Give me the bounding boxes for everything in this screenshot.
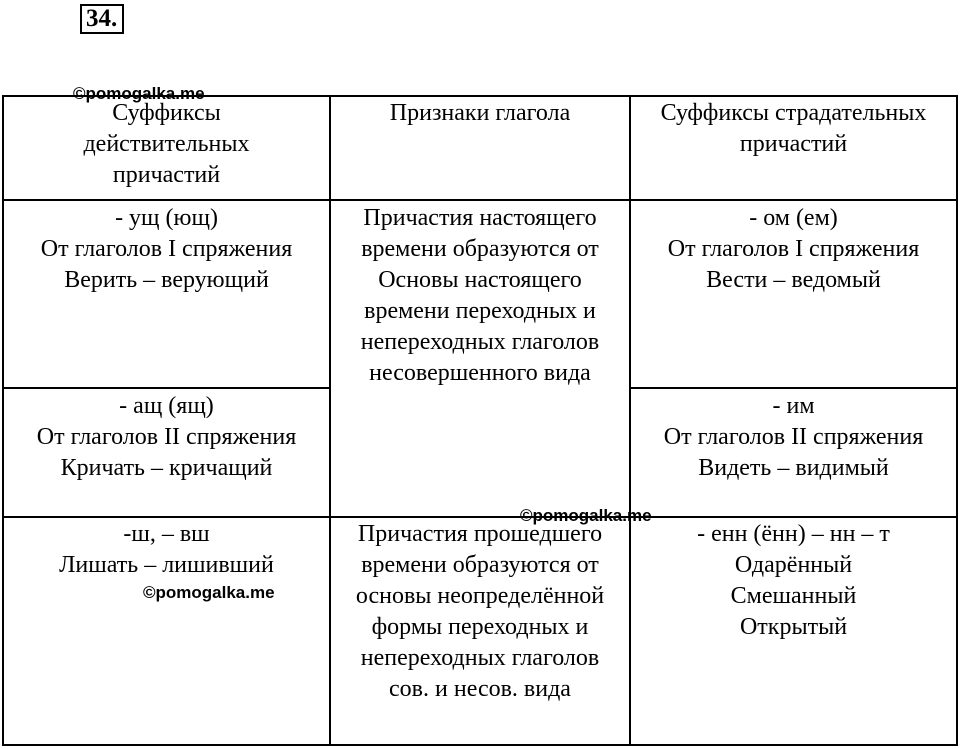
cell-active-present-conj2: - ащ (ящ) От глаголов II спряжения Кричать – кричащий [36, 393, 297, 481]
table-row-divider [2, 516, 958, 518]
table-row-divider [630, 387, 958, 389]
table-border-bottom [2, 744, 958, 746]
table-border-right [956, 95, 958, 746]
watermark-logo: ©pomogalka.me [520, 506, 652, 525]
table-row-divider [2, 199, 958, 201]
cell-passive-present-conj1: - ом (ем) От глаголов I спряжения Вести – ведомый [667, 205, 920, 293]
header-active-suffixes: Суффиксы действительных причастий [83, 100, 250, 188]
cell-past-signs: Причастия прошедшего времени образуются от основы неопределённой формы переходных и непереходных глаголов сов. и несов. вида [355, 521, 605, 702]
table-row-divider [2, 387, 330, 389]
cell-passive-present-conj2: - им От глаголов II спряжения Видеть – видимый [663, 393, 924, 481]
header-verb-signs: Признаки глагола [389, 100, 571, 126]
cell-present-signs: Причастия настоящего времени образуются от Основы настоящего времени переходных и непереходных глаголов несовершенного вида [360, 205, 600, 386]
cell-active-past: -ш, – вш Лишать – лишивший [59, 521, 274, 578]
task-number: 34. [80, 4, 124, 34]
cell-passive-past: - енн (ённ) – нн – т Одарённый Смешанный Открытый [697, 521, 890, 640]
cell-active-present-conj1: - ущ (ющ) От глаголов I спряжения Верить – верующий [40, 205, 293, 293]
watermark-logo: ©pomogalka.me [143, 583, 275, 602]
watermark-logo: ©pomogalka.me [73, 84, 205, 103]
header-passive-suffixes: Суффиксы страдательных причастий [660, 100, 927, 157]
